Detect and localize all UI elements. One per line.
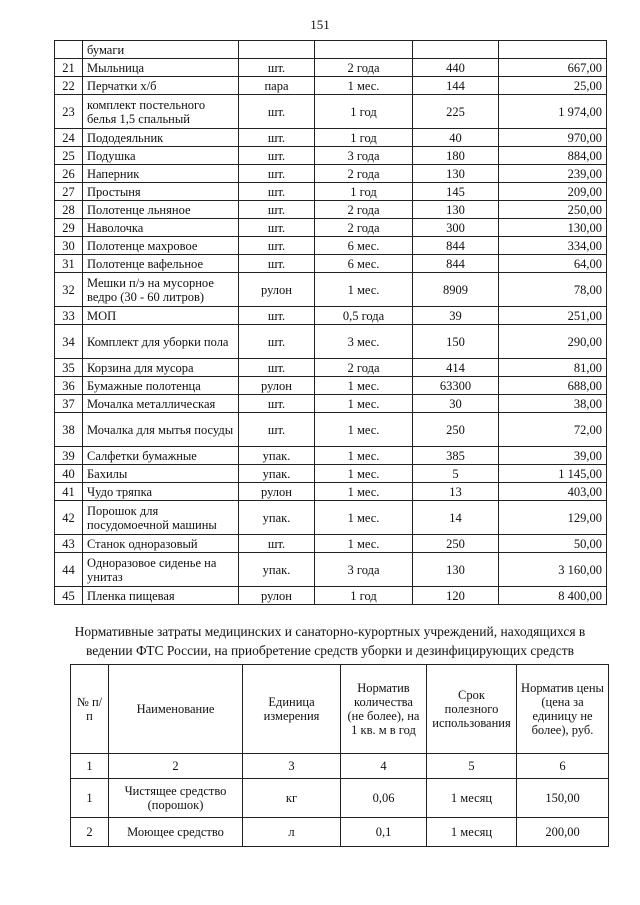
row-term: 1 год (315, 95, 413, 129)
row-unit: шт. (239, 359, 315, 377)
col-num: 3 (243, 754, 341, 779)
row-number: 28 (55, 201, 83, 219)
row-name: Наперник (83, 165, 239, 183)
row-quantity: 39 (413, 307, 499, 325)
row-price: 64,00 (499, 255, 607, 273)
row-number: 30 (55, 237, 83, 255)
table-row (55, 465, 607, 483)
row-price: 78,00 (499, 273, 607, 307)
page-number: 151 (310, 17, 330, 32)
row-price: 688,00 (499, 377, 607, 395)
row-number (55, 41, 83, 59)
row-price: 50,00 (499, 535, 607, 553)
row-term: 0,5 года (315, 307, 413, 325)
row-number: 36 (55, 377, 83, 395)
row-unit: шт. (239, 237, 315, 255)
row-price: 250,00 (499, 201, 607, 219)
row-term: 1 мес. (315, 483, 413, 501)
row-number: 44 (55, 553, 83, 587)
row-name: Полотенце вафельное (83, 255, 239, 273)
row-price: 25,00 (499, 77, 607, 95)
row-name: Полотенце льняное (83, 201, 239, 219)
row-term: 1 мес. (315, 465, 413, 483)
row-name: Наволочка (83, 219, 239, 237)
table-row (55, 147, 607, 165)
row-unit: упак. (239, 553, 315, 587)
row-term: 1 мес. (315, 413, 413, 447)
table-row (55, 413, 607, 447)
row-unit: шт. (239, 535, 315, 553)
row-term: 1 месяц (427, 818, 517, 847)
table-row (71, 779, 609, 818)
header-number: № п/п (71, 665, 109, 754)
row-price: 130,00 (499, 219, 607, 237)
row-price: 403,00 (499, 483, 607, 501)
row-price (499, 41, 607, 59)
row-term: 1 год (315, 129, 413, 147)
row-quantity: 250 (413, 535, 499, 553)
row-price: 290,00 (499, 325, 607, 359)
row-unit: рулон (239, 377, 315, 395)
header-quantity-norm: Норматив количества (не более), на 1 кв. м в год (341, 665, 427, 754)
row-term: 1 мес. (315, 273, 413, 307)
row-unit: шт. (239, 165, 315, 183)
row-price: 884,00 (499, 147, 607, 165)
row-name: комплект постельного белья 1,5 спальный (83, 95, 239, 129)
row-price: 334,00 (499, 237, 607, 255)
row-name: Одноразовое сиденье на унитаз (83, 553, 239, 587)
row-unit: шт. (239, 129, 315, 147)
table-row (55, 395, 607, 413)
row-name: Подушка (83, 147, 239, 165)
row-unit: шт. (239, 59, 315, 77)
row-unit: шт. (239, 201, 315, 219)
row-price: 667,00 (499, 59, 607, 77)
table-row (55, 201, 607, 219)
row-name: Полотенце махровое (83, 237, 239, 255)
row-quantity: 844 (413, 255, 499, 273)
row-quantity: 30 (413, 395, 499, 413)
row-unit: шт. (239, 183, 315, 201)
row-number: 37 (55, 395, 83, 413)
row-quantity: 130 (413, 165, 499, 183)
row-term: 2 года (315, 59, 413, 77)
row-unit: шт. (239, 307, 315, 325)
row-price: 72,00 (499, 413, 607, 447)
table-row (55, 95, 607, 129)
row-term: 3 мес. (315, 325, 413, 359)
row-number: 31 (55, 255, 83, 273)
row-unit: шт. (239, 95, 315, 129)
col-num: 2 (109, 754, 243, 779)
table-row (55, 325, 607, 359)
row-term: 1 месяц (427, 779, 517, 818)
row-name: Мочалка для мытья посуды (83, 413, 239, 447)
row-price: 8 400,00 (499, 587, 607, 605)
table-row (55, 255, 607, 273)
row-name: Бумажные полотенца (83, 377, 239, 395)
row-quantity: 5 (413, 465, 499, 483)
row-number: 39 (55, 447, 83, 465)
header-name: Наименование (109, 665, 243, 754)
row-term: 1 год (315, 587, 413, 605)
row-price: 239,00 (499, 165, 607, 183)
section-title: Нормативные затраты медицинских и санаторно-курортных учреждений, находящихся в ведении ФТС России, на приобретение средств уборки и дезинфицирующих средств (74, 624, 586, 658)
col-num: 1 (71, 754, 109, 779)
table-row (55, 307, 607, 325)
row-quantity: 120 (413, 587, 499, 605)
row-quantity: 144 (413, 77, 499, 95)
row-price: 129,00 (499, 501, 607, 535)
row-quantity: 385 (413, 447, 499, 465)
row-number: 33 (55, 307, 83, 325)
row-price: 251,00 (499, 307, 607, 325)
row-price: 3 160,00 (499, 553, 607, 587)
row-name: Чудо тряпка (83, 483, 239, 501)
row-term: 6 мес. (315, 255, 413, 273)
table-header-row (71, 665, 609, 754)
row-quantity: 250 (413, 413, 499, 447)
row-unit: рулон (239, 273, 315, 307)
table-row (55, 41, 607, 59)
row-number: 32 (55, 273, 83, 307)
table-row (55, 183, 607, 201)
row-unit: шт. (239, 395, 315, 413)
row-term: 1 мес. (315, 377, 413, 395)
row-unit: л (243, 818, 341, 847)
row-quantity: 130 (413, 553, 499, 587)
row-unit: упак. (239, 465, 315, 483)
row-number: 29 (55, 219, 83, 237)
row-quantity: 844 (413, 237, 499, 255)
row-name: Пленка пищевая (83, 587, 239, 605)
row-term: 3 года (315, 553, 413, 587)
row-name: Пододеяльник (83, 129, 239, 147)
cleaning-norms-table (70, 664, 609, 847)
row-term: 2 года (315, 165, 413, 183)
col-num: 6 (517, 754, 609, 779)
table-row (55, 447, 607, 465)
row-number: 22 (55, 77, 83, 95)
row-name: Порошок для посудомоечной машины (83, 501, 239, 535)
row-number: 35 (55, 359, 83, 377)
col-num: 4 (341, 754, 427, 779)
row-quantity: 8909 (413, 273, 499, 307)
row-unit: шт. (239, 255, 315, 273)
row-price: 39,00 (499, 447, 607, 465)
table-row (55, 377, 607, 395)
row-unit (239, 41, 315, 59)
row-name: МОП (83, 307, 239, 325)
row-quantity: 440 (413, 59, 499, 77)
row-name: Мешки п/э на мусорное ведро (30 - 60 литров) (83, 273, 239, 307)
row-number: 24 (55, 129, 83, 147)
row-term: 2 года (315, 359, 413, 377)
row-name: бумаги (83, 41, 239, 59)
supplies-table-continued (54, 40, 607, 605)
row-unit: рулон (239, 483, 315, 501)
row-quantity: 150 (413, 325, 499, 359)
row-price: 1 145,00 (499, 465, 607, 483)
header-service-life: Срок полезного использования (427, 665, 517, 754)
row-name: Мыльница (83, 59, 239, 77)
row-number: 2 (71, 818, 109, 847)
row-term: 1 мес. (315, 447, 413, 465)
row-name: Перчатки х/б (83, 77, 239, 95)
row-term: 2 года (315, 201, 413, 219)
row-number: 42 (55, 501, 83, 535)
row-term: 1 мес. (315, 77, 413, 95)
row-norm: 0,1 (341, 818, 427, 847)
row-unit: упак. (239, 501, 315, 535)
row-unit: шт. (239, 413, 315, 447)
row-term: 1 мес. (315, 535, 413, 553)
table-row (55, 553, 607, 587)
row-number: 34 (55, 325, 83, 359)
row-number: 45 (55, 587, 83, 605)
table-row (55, 129, 607, 147)
row-unit: пара (239, 77, 315, 95)
row-price: 150,00 (517, 779, 609, 818)
row-quantity: 414 (413, 359, 499, 377)
table-row (55, 237, 607, 255)
row-name: Корзина для мусора (83, 359, 239, 377)
row-number: 40 (55, 465, 83, 483)
row-quantity: 225 (413, 95, 499, 129)
row-quantity: 40 (413, 129, 499, 147)
table-row (55, 219, 607, 237)
row-name: Мочалка металлическая (83, 395, 239, 413)
row-name: Салфетки бумажные (83, 447, 239, 465)
column-number-row (71, 754, 609, 779)
header-unit: Единица измерения (243, 665, 341, 754)
row-name: Станок одноразовый (83, 535, 239, 553)
table-row (55, 59, 607, 77)
table-row (55, 77, 607, 95)
table-row (55, 273, 607, 307)
row-unit: упак. (239, 447, 315, 465)
row-unit: шт. (239, 147, 315, 165)
table-row (71, 818, 609, 847)
row-price: 200,00 (517, 818, 609, 847)
row-quantity: 180 (413, 147, 499, 165)
header-price-norm: Норматив цены (цена за единицу не более), руб. (517, 665, 609, 754)
row-quantity: 13 (413, 483, 499, 501)
row-number: 26 (55, 165, 83, 183)
row-term: 2 года (315, 219, 413, 237)
row-quantity: 14 (413, 501, 499, 535)
row-number: 1 (71, 779, 109, 818)
table-row (55, 535, 607, 553)
row-name: Простыня (83, 183, 239, 201)
row-unit: рулон (239, 587, 315, 605)
table-row (55, 359, 607, 377)
row-price: 38,00 (499, 395, 607, 413)
row-unit: кг (243, 779, 341, 818)
row-number: 41 (55, 483, 83, 501)
row-number: 23 (55, 95, 83, 129)
row-name: Моющее средство (109, 818, 243, 847)
row-term (315, 41, 413, 59)
row-number: 27 (55, 183, 83, 201)
row-norm: 0,06 (341, 779, 427, 818)
row-quantity: 63300 (413, 377, 499, 395)
row-unit: шт. (239, 219, 315, 237)
row-price: 209,00 (499, 183, 607, 201)
row-number: 21 (55, 59, 83, 77)
row-name: Бахилы (83, 465, 239, 483)
table-row (55, 165, 607, 183)
row-name: Комплект для уборки пола (83, 325, 239, 359)
row-number: 25 (55, 147, 83, 165)
row-quantity: 130 (413, 201, 499, 219)
row-quantity: 300 (413, 219, 499, 237)
row-price: 1 974,00 (499, 95, 607, 129)
row-quantity (413, 41, 499, 59)
row-term: 1 мес. (315, 395, 413, 413)
row-term: 1 год (315, 183, 413, 201)
row-name: Чистящее средство (порошок) (109, 779, 243, 818)
row-term: 1 мес. (315, 501, 413, 535)
table-row (55, 587, 607, 605)
row-price: 970,00 (499, 129, 607, 147)
row-number: 43 (55, 535, 83, 553)
row-quantity: 145 (413, 183, 499, 201)
table-row (55, 501, 607, 535)
row-term: 6 мес. (315, 237, 413, 255)
row-price: 81,00 (499, 359, 607, 377)
col-num: 5 (427, 754, 517, 779)
row-unit: шт. (239, 325, 315, 359)
row-term: 3 года (315, 147, 413, 165)
row-number: 38 (55, 413, 83, 447)
table-row (55, 483, 607, 501)
